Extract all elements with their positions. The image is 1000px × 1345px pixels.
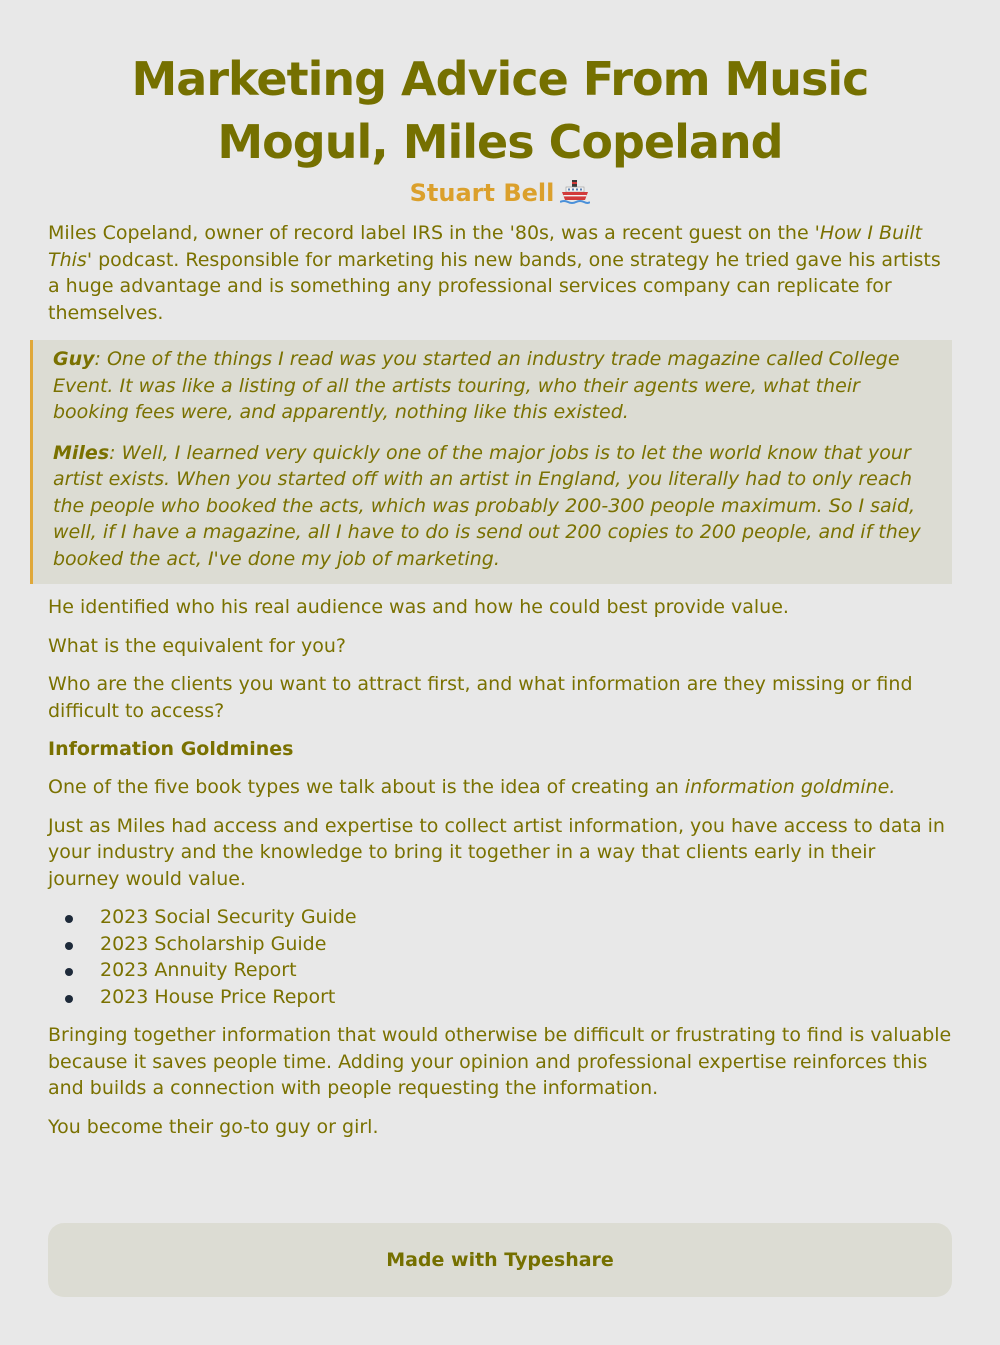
list-item-label: 2023 Social Security Guide bbox=[100, 906, 357, 928]
bullet-icon bbox=[65, 942, 73, 950]
quote-miles-text: : Well, I learned very quickly one of the major jobs is to let the world know that your artist exists. When you started off with an artist in England, you literally had to only reach the people who booked the acts, which was probably 200-300 people maximum. So I said, well, if I have a magazine, all I have to do is send out 200 copies to 200 people, and if they booked the act, I've done my job of marketing. bbox=[53, 441, 921, 570]
section-heading: Information Goldmines bbox=[48, 738, 294, 760]
quote-guy-text: : One of the things I read was you started an industry trade magazine called College Event. It was like a listing of all the artists touring, who their agents were, what their booking fees were, and apparently, nothing like this existed. bbox=[53, 348, 900, 423]
intro-text: Miles Copeland, owner of record label IRS in the '80s, was a recent guest on the ' bbox=[48, 222, 820, 244]
list-item bbox=[100, 957, 952, 984]
list-item-label: 2023 Scholarship Guide bbox=[100, 932, 327, 955]
guide-list bbox=[48, 904, 952, 1010]
bullet-icon bbox=[65, 968, 73, 976]
paragraph-identified: He identified who his real audience was and how he could best provide value. bbox=[48, 596, 789, 618]
author-line bbox=[48, 176, 952, 210]
list-item-label: 2023 Annuity Report bbox=[100, 959, 297, 981]
page-title: Marketing Advice From Music Mogul, Miles Copeland bbox=[131, 52, 869, 169]
made-with-typeshare-button[interactable]: Made with Typeshare bbox=[48, 1223, 952, 1297]
speaker-guy: Guy bbox=[53, 348, 95, 370]
paragraph-goto: You become their go-to guy or girl. bbox=[48, 1115, 379, 1138]
list-item bbox=[100, 931, 952, 958]
quote-guy bbox=[53, 346, 938, 426]
paragraph-bringing: Bringing together information that would otherwise be difficult or frustrating to find is valuable because it saves people time. Adding your opinion and professional expertise reinforces this and builds a connection with people requesting the information. bbox=[48, 1024, 952, 1099]
ship-icon bbox=[560, 179, 590, 205]
intro-paragraph bbox=[48, 220, 952, 326]
speaker-miles: Miles bbox=[53, 441, 110, 464]
bullet-icon bbox=[65, 995, 73, 1003]
paragraph-booktypes bbox=[48, 774, 952, 801]
podcast-name: How I Built This bbox=[48, 222, 923, 271]
interview-quote bbox=[30, 340, 952, 584]
list-item-label: 2023 House Price Report bbox=[100, 985, 336, 1008]
author-name[interactable]: Stuart Bell bbox=[409, 179, 555, 207]
list-item bbox=[100, 984, 952, 1011]
list-item bbox=[100, 904, 952, 931]
bullet-icon bbox=[65, 915, 73, 923]
paragraph-equivalent: What is the equivalent for you? bbox=[48, 634, 347, 657]
paragraph-access: Just as Miles had access and expertise to collect artist information, you have access to data in your industry and the knowledge to bring it together in a way that clients early in their journey would value. bbox=[48, 814, 945, 890]
intro-text-end: ' podcast. Responsible for marketing his new bands, one strategy he tried gave his artists a huge advantage and is something any professional services company can replicate for themselves. bbox=[48, 248, 941, 324]
quote-miles bbox=[53, 440, 938, 573]
booktypes-emphasis: information goldmine. bbox=[684, 776, 896, 798]
booktypes-text: One of the five book types we talk about is the idea of creating an bbox=[48, 776, 685, 798]
paragraph-clients: Who are the clients you want to attract first, and what information are they missing or find difficult to access? bbox=[48, 673, 913, 722]
